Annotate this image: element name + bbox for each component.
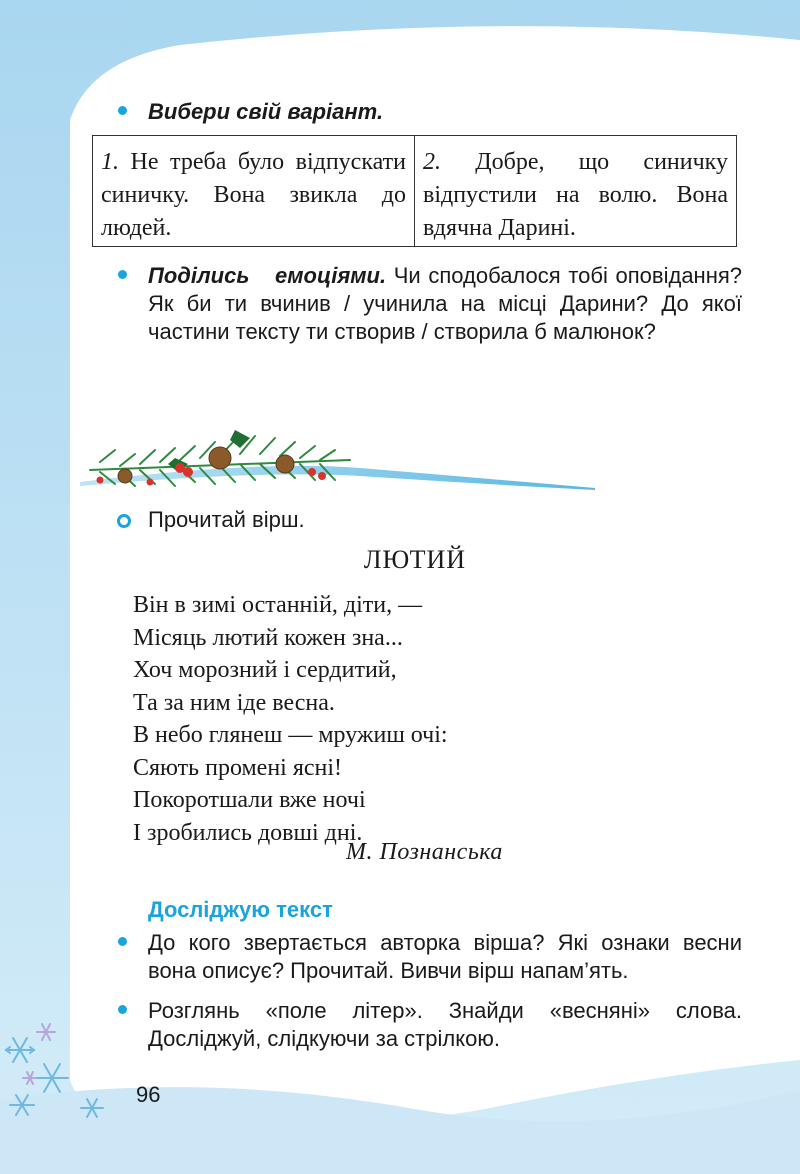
choice-number: 1. bbox=[101, 149, 119, 175]
snowflakes-decoration bbox=[0, 1020, 120, 1130]
section-heading: Досліджую текст bbox=[148, 897, 333, 922]
bullet-ring-icon bbox=[117, 514, 131, 528]
bullet-icon bbox=[118, 1005, 127, 1014]
garland-decoration bbox=[60, 420, 600, 500]
bullet-icon bbox=[118, 106, 127, 115]
share-lead: Поділись емоціями. bbox=[148, 263, 387, 288]
choice-number: 2. bbox=[423, 149, 441, 175]
poem-line: Він в зимі останній, діти, — bbox=[133, 592, 423, 618]
choose-variant-title: Вибери свій варіант. bbox=[148, 99, 384, 124]
choice-cell-2 bbox=[415, 136, 736, 246]
share-emotions-paragraph bbox=[148, 262, 742, 346]
poem-line: Покоротшали вже ночі bbox=[133, 787, 366, 813]
poem-line: Сяють промені ясні! bbox=[133, 754, 343, 781]
bullet-icon bbox=[118, 270, 127, 279]
poem-line: Та за ним іде весна. bbox=[133, 689, 335, 716]
poem-line: Хоч морозний і сердитий, bbox=[133, 657, 397, 683]
bullet-icon bbox=[118, 937, 127, 946]
page-number: 96 bbox=[136, 1082, 161, 1107]
poem-title: ЛЮТИЙ bbox=[363, 545, 467, 574]
poem-body bbox=[133, 589, 653, 849]
choice-text: Не треба було відпускати синичку. Вона звикла до людей. bbox=[101, 149, 406, 241]
choice-text: Добре, що синичку відпустили на волю. Вона вдячна Дарині. bbox=[423, 149, 728, 241]
read-verse-instruction: Прочитай вірш. bbox=[148, 507, 305, 532]
poem-line: Місяць лютий кожен зна... bbox=[133, 624, 403, 651]
choice-cell-1 bbox=[93, 136, 415, 246]
poem-author: М. Познанська bbox=[346, 839, 503, 865]
choice-table bbox=[92, 135, 737, 247]
research-question-2: Розглянь «поле літер». Знайди «весняні» слова. Досліджуй, слідкуючи за стрілкою. bbox=[148, 998, 742, 1051]
research-question-1: До кого звертається авторка вірша? Які ознаки весни вона описує? Прочитай. Вивчи вірш напам’ять. bbox=[148, 930, 742, 983]
poem-line: І зробились довші дні. bbox=[133, 819, 363, 846]
share-text: Чи сподобалося тобі оповідання? Як би ти вчинив / учинила на місці Дарини? До якої частини тексту ти створив / створила б малюнок? bbox=[148, 263, 742, 344]
poem-line: В небо глянеш — мружиш очі: bbox=[133, 722, 448, 748]
